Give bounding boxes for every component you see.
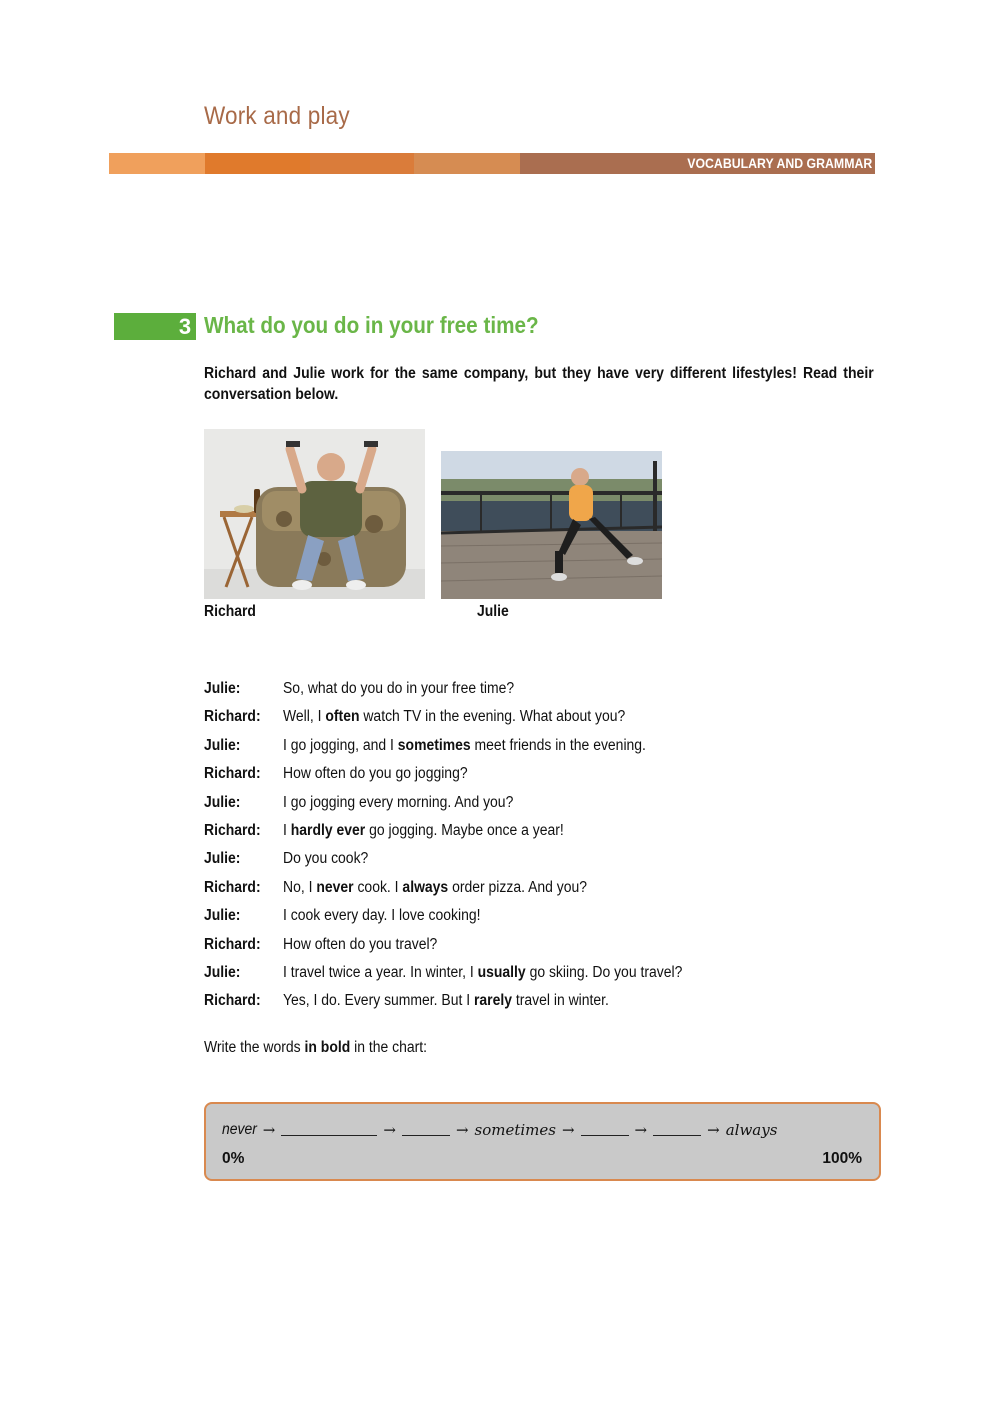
frequency-adverb: often [325, 708, 360, 726]
utterance [283, 792, 513, 814]
utterance [283, 934, 437, 956]
blank-answer-4[interactable] [653, 1119, 701, 1136]
exercise-title: What do you do in your free time? [204, 312, 539, 338]
frequency-adverb: never [316, 878, 354, 896]
frequency-scale [222, 1117, 777, 1139]
speaker-name: Richard: [204, 878, 261, 896]
frequency-adverb: rarely [473, 992, 513, 1010]
utterance [283, 763, 468, 785]
header-band-segment [109, 153, 205, 174]
utterance-text: Do you cook? [283, 850, 369, 868]
utterance-text: meet friends in the evening. [470, 736, 646, 754]
instruction-text-before: Write the words [204, 1039, 305, 1056]
blank-answer-3[interactable] [581, 1119, 629, 1136]
frequency-word-sometimes: sometimes [474, 1121, 556, 1139]
utterance-text: order pizza. And you? [448, 878, 588, 896]
exercise-intro: Richard and Julie work for the same company, but they have very different lifestyles! Read their conversation below. [204, 365, 874, 403]
utterance-text: No, I [283, 878, 317, 896]
arrow-icon: → [634, 1121, 648, 1139]
woman-stretching-photo [441, 451, 662, 599]
speaker-name: Julie: [204, 680, 241, 697]
frequency-adverb: sometimes [397, 736, 471, 754]
percent-zero-label: 0% [222, 1150, 245, 1167]
speaker-name: Julie: [204, 850, 241, 868]
utterance-text: I travel twice a year. In winter, I [283, 963, 478, 981]
arrow-icon: → [561, 1121, 575, 1139]
speaker-name: Julie: [204, 963, 241, 981]
utterance [283, 848, 368, 870]
utterance-text: travel in winter. [512, 992, 609, 1010]
frequency-word-never: never [222, 1121, 257, 1138]
utterance-text: watch TV in the evening. What about you? [359, 708, 626, 726]
arrow-icon: → [262, 1121, 276, 1139]
speaker-name: Richard: [204, 992, 261, 1010]
utterance-text: go jogging. Maybe once a year! [365, 821, 564, 839]
utterance-text: I cook every day. I love cooking! [283, 907, 481, 925]
section-label: VOCABULARY AND GRAMMAR [686, 155, 872, 171]
utterance-text: So, what do you do in your free time? [283, 680, 515, 697]
blank-answer-2[interactable] [402, 1119, 450, 1136]
frequency-adverb: usually [477, 963, 526, 981]
utterance [283, 706, 625, 728]
utterance-text: Yes, I do. Every summer. But I [283, 992, 474, 1010]
frequency-adverb: always [402, 878, 449, 896]
photo-caption-richard: Richard [204, 603, 256, 620]
photo-caption-julie: Julie [477, 603, 509, 620]
utterance-text: I go jogging every morning. And you? [283, 793, 514, 811]
arrow-icon: → [707, 1121, 720, 1139]
arrow-icon: → [383, 1121, 396, 1139]
utterance-text: I [283, 821, 291, 839]
header-band-segment [205, 153, 310, 174]
percent-hundred-label: 100% [822, 1150, 862, 1167]
instruction-bold-text: in bold [304, 1039, 351, 1056]
utterance [283, 820, 564, 842]
unit-title: Work and play [204, 102, 350, 130]
utterance-text: Well, I [283, 708, 326, 726]
blank-answer-1[interactable] [281, 1119, 377, 1136]
exercise-number: 3 [178, 314, 192, 339]
chart-instruction [204, 1039, 427, 1057]
frequency-chart [204, 1102, 881, 1181]
speaker-name: Richard: [204, 935, 261, 953]
utterance-text: I go jogging, and I [283, 736, 398, 754]
frequency-adverb: hardly ever [290, 821, 366, 839]
arrow-icon: → [455, 1121, 469, 1139]
speaker-name: Julie: [204, 793, 241, 811]
utterance [283, 905, 480, 927]
utterance [283, 735, 646, 757]
utterance [283, 877, 587, 899]
utterance-text: cook. I [353, 878, 403, 896]
speaker-name: Julie: [204, 736, 241, 754]
frequency-word-always: always [725, 1121, 778, 1139]
speaker-name: Richard: [204, 765, 261, 783]
header-band-segment [310, 153, 414, 174]
instruction-text-after: in the chart: [350, 1039, 428, 1056]
utterance [283, 678, 514, 700]
speaker-name: Richard: [204, 821, 261, 839]
utterance-text: go skiing. Do you travel? [525, 963, 683, 981]
utterance-text: How often do you travel? [283, 935, 438, 953]
utterance-text: How often do you go jogging? [283, 765, 468, 783]
speaker-name: Julie: [204, 907, 241, 925]
utterance [283, 962, 682, 984]
header-band-segment [414, 153, 520, 174]
utterance [283, 990, 609, 1012]
speaker-name: Richard: [204, 708, 261, 726]
man-on-sofa-photo [204, 429, 425, 599]
